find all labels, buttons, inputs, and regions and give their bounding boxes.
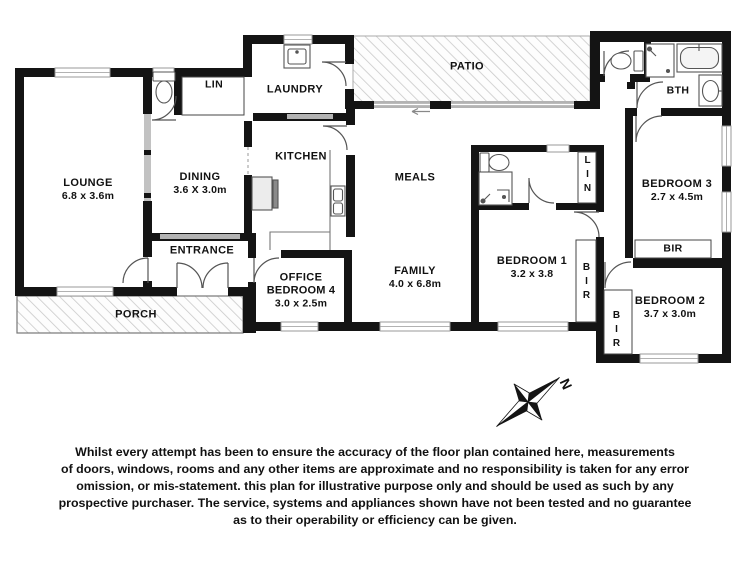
disclaimer-line: omission, or mis-statement. this plan for illustrative purpose only and should be used as such by any xyxy=(76,479,674,493)
room-label-family: FAMILY 4.0 x 6.8m xyxy=(388,265,442,290)
bth-door xyxy=(637,82,663,108)
disclaimer-line: Whilst every attempt has been to ensure the accuracy of the floor plan contained here, measurements xyxy=(75,445,675,459)
bedroom1-door xyxy=(574,212,599,237)
closet-label-bir-bed2: BIR xyxy=(611,310,622,352)
slider-arrow xyxy=(412,109,430,115)
ensuite-door xyxy=(529,178,554,203)
disclaimer-text xyxy=(0,444,750,529)
compass-rose xyxy=(482,359,573,445)
lounge-door xyxy=(123,258,148,283)
room-label-lounge: LOUNGE 6.8 x 3.6m xyxy=(61,177,115,202)
bath-tub xyxy=(677,44,722,72)
entrance-door-right xyxy=(203,263,228,288)
laundry-door xyxy=(322,62,346,86)
kitchen-appliance xyxy=(252,177,278,210)
room-label-patio: PATIO xyxy=(450,60,484,73)
room-label-dining: DINING 3.6 X 3.0m xyxy=(173,171,227,196)
closet-label-bir-bed1: BIR xyxy=(581,262,592,304)
room-label-bedroom3: BEDROOM 3 2.7 x 4.5m xyxy=(641,178,713,203)
disclaimer-line: as to their operability or efficiency can be given. xyxy=(233,513,517,527)
toilet-wc1 xyxy=(153,72,175,103)
shower-ensuite xyxy=(479,172,512,205)
bedroom3-door xyxy=(636,116,662,142)
kitchen-bench xyxy=(270,150,345,250)
room-label-lin-top: LIN xyxy=(204,78,224,91)
bedroom2-door xyxy=(605,262,631,288)
shower-bth xyxy=(646,44,674,77)
disclaimer-line: of doors, windows, rooms and any other items are approximate and no responsibility is taken for any error xyxy=(61,462,689,476)
toilet-wc2 xyxy=(611,51,643,71)
toilet-ensuite xyxy=(480,153,509,172)
room-label-bedroom1: BEDROOM 1 3.2 x 3.8 xyxy=(496,255,568,280)
kitchen-door xyxy=(323,126,347,150)
room-label-laundry: LAUNDRY xyxy=(266,83,324,96)
entrance-door-left xyxy=(177,263,202,288)
room-label-office: OFFICE BEDROOM 4 3.0 x 2.5m xyxy=(266,271,336,310)
laundry-sink xyxy=(284,45,310,68)
room-label-meals: MEALS xyxy=(394,171,436,184)
closet-label-lin-mid: LIN xyxy=(582,155,593,197)
closet-label-bir-bed3: BIR xyxy=(663,242,683,255)
compass-north-label: N xyxy=(556,376,576,392)
sliding-doors xyxy=(144,101,574,239)
disclaimer-line: prospective purchaser. The service, systems and appliances shown have not been tested and no guarantee xyxy=(58,496,692,510)
room-label-porch: PORCH xyxy=(115,308,157,321)
room-label-bth: BTH xyxy=(666,84,690,97)
room-label-bedroom2: BEDROOM 2 3.7 x 3.0m xyxy=(634,295,706,320)
vanity-basin xyxy=(699,75,722,106)
room-label-kitchen: KITCHEN xyxy=(275,150,327,163)
room-label-entrance: ENTRANCE xyxy=(169,244,235,257)
